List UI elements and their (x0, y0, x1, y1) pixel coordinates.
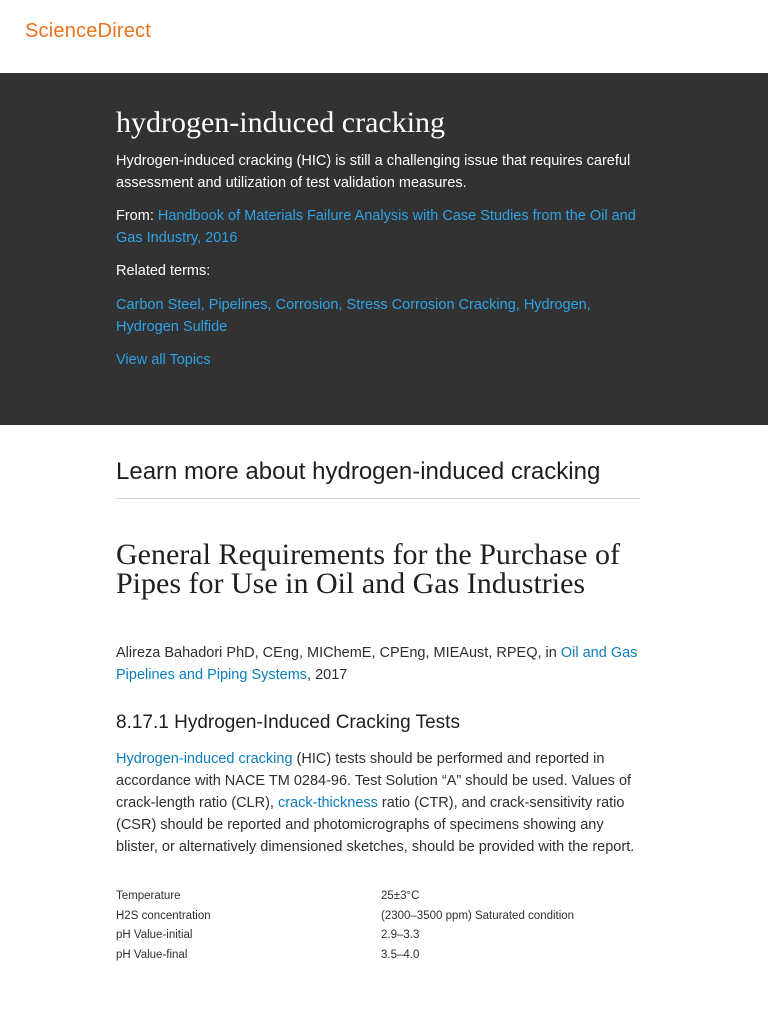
sciencedirect-logo[interactable]: ScienceDirect (25, 20, 151, 42)
test-parameters-table (116, 886, 574, 965)
body-text-1: (HIC) tests should be performed and reported in accordance with NACE TM 0284-96. Test Solution “A” should be used. Values of crack-length ratio (CLR), (116, 751, 632, 811)
article-authors: Alireza Bahadori PhD, CEng, MIChemE, CPEng, MIEAust, RPEQ, in (116, 645, 561, 661)
param-value: 25±3°C (381, 889, 420, 902)
from-label: From: (116, 208, 158, 224)
topic-description: Hydrogen-induced cracking (HIC) is still a challenging issue that requires careful assessment and utilization of test validation measures. (116, 153, 631, 191)
article-title-link[interactable]: General Requirements for the Purchase of Pipes for Use in Oil and Gas Industries (116, 538, 620, 600)
learn-more-heading: Learn more about hydrogen-induced cracking (116, 458, 601, 485)
related-term-separator: , (515, 297, 524, 313)
related-term-separator: , (200, 297, 209, 313)
hic-link[interactable]: Hydrogen-induced cracking (116, 751, 293, 767)
topic-title: hydrogen-induced cracking (116, 106, 446, 139)
param-label: H2S concentration (116, 909, 211, 922)
topic-source (116, 205, 646, 249)
book-link[interactable]: Oil and Gas Pipelines and Piping Systems (116, 645, 638, 683)
article-body (116, 748, 644, 858)
article-byline (116, 642, 646, 686)
related-terms-label: Related terms: (116, 263, 211, 279)
topic-panel (0, 73, 768, 425)
param-label: Temperature (116, 889, 181, 902)
related-term-link[interactable]: Pipelines (208, 297, 268, 313)
article-year: , 2017 (307, 667, 348, 683)
related-term-separator: , (586, 297, 591, 313)
source-link[interactable]: Handbook of Materials Failure Analysis with Case Studies from the Oil and Gas Industry, 2016 (116, 208, 636, 246)
table-row (116, 906, 574, 926)
table-row (116, 925, 574, 945)
param-value: 2.9–3.3 (381, 929, 420, 942)
view-all-topics (116, 349, 646, 371)
param-value: (2300–3500 ppm) Saturated condition (381, 909, 575, 922)
table-row (116, 886, 574, 906)
related-term-link[interactable]: Stress Corrosion Cracking (346, 297, 516, 313)
body-text-2: ratio (CTR), and crack-sensitivity ratio (CSR) should be reported and photomicrographs of specimens showing any blister, or alternatively dimensioned sketches, should be provided with the report. (116, 795, 635, 855)
related-term-separator: , (338, 297, 347, 313)
table-row (116, 945, 574, 965)
article-title[interactable] (116, 540, 646, 598)
section-title: 8.17.1 Hydrogen-Induced Cracking Tests (116, 712, 460, 733)
related-term-link[interactable]: Carbon Steel (116, 297, 201, 313)
crack-thickness-link[interactable]: crack-thickness (277, 795, 378, 811)
related-term-link[interactable]: Corrosion (275, 297, 339, 313)
param-label: pH Value-final (116, 948, 188, 961)
learn-more-section (116, 456, 640, 488)
related-terms-list (116, 294, 646, 338)
param-value: 3.5–4.0 (381, 948, 420, 961)
view-all-topics-link[interactable]: View all Topics (116, 352, 211, 368)
related-term-separator: , (267, 297, 276, 313)
param-label: pH Value-initial (116, 929, 193, 942)
related-term-link[interactable]: Hydrogen (523, 297, 587, 313)
top-bar (0, 0, 768, 73)
related-term-link[interactable]: Hydrogen Sulfide (116, 319, 228, 335)
section-divider (116, 498, 640, 499)
